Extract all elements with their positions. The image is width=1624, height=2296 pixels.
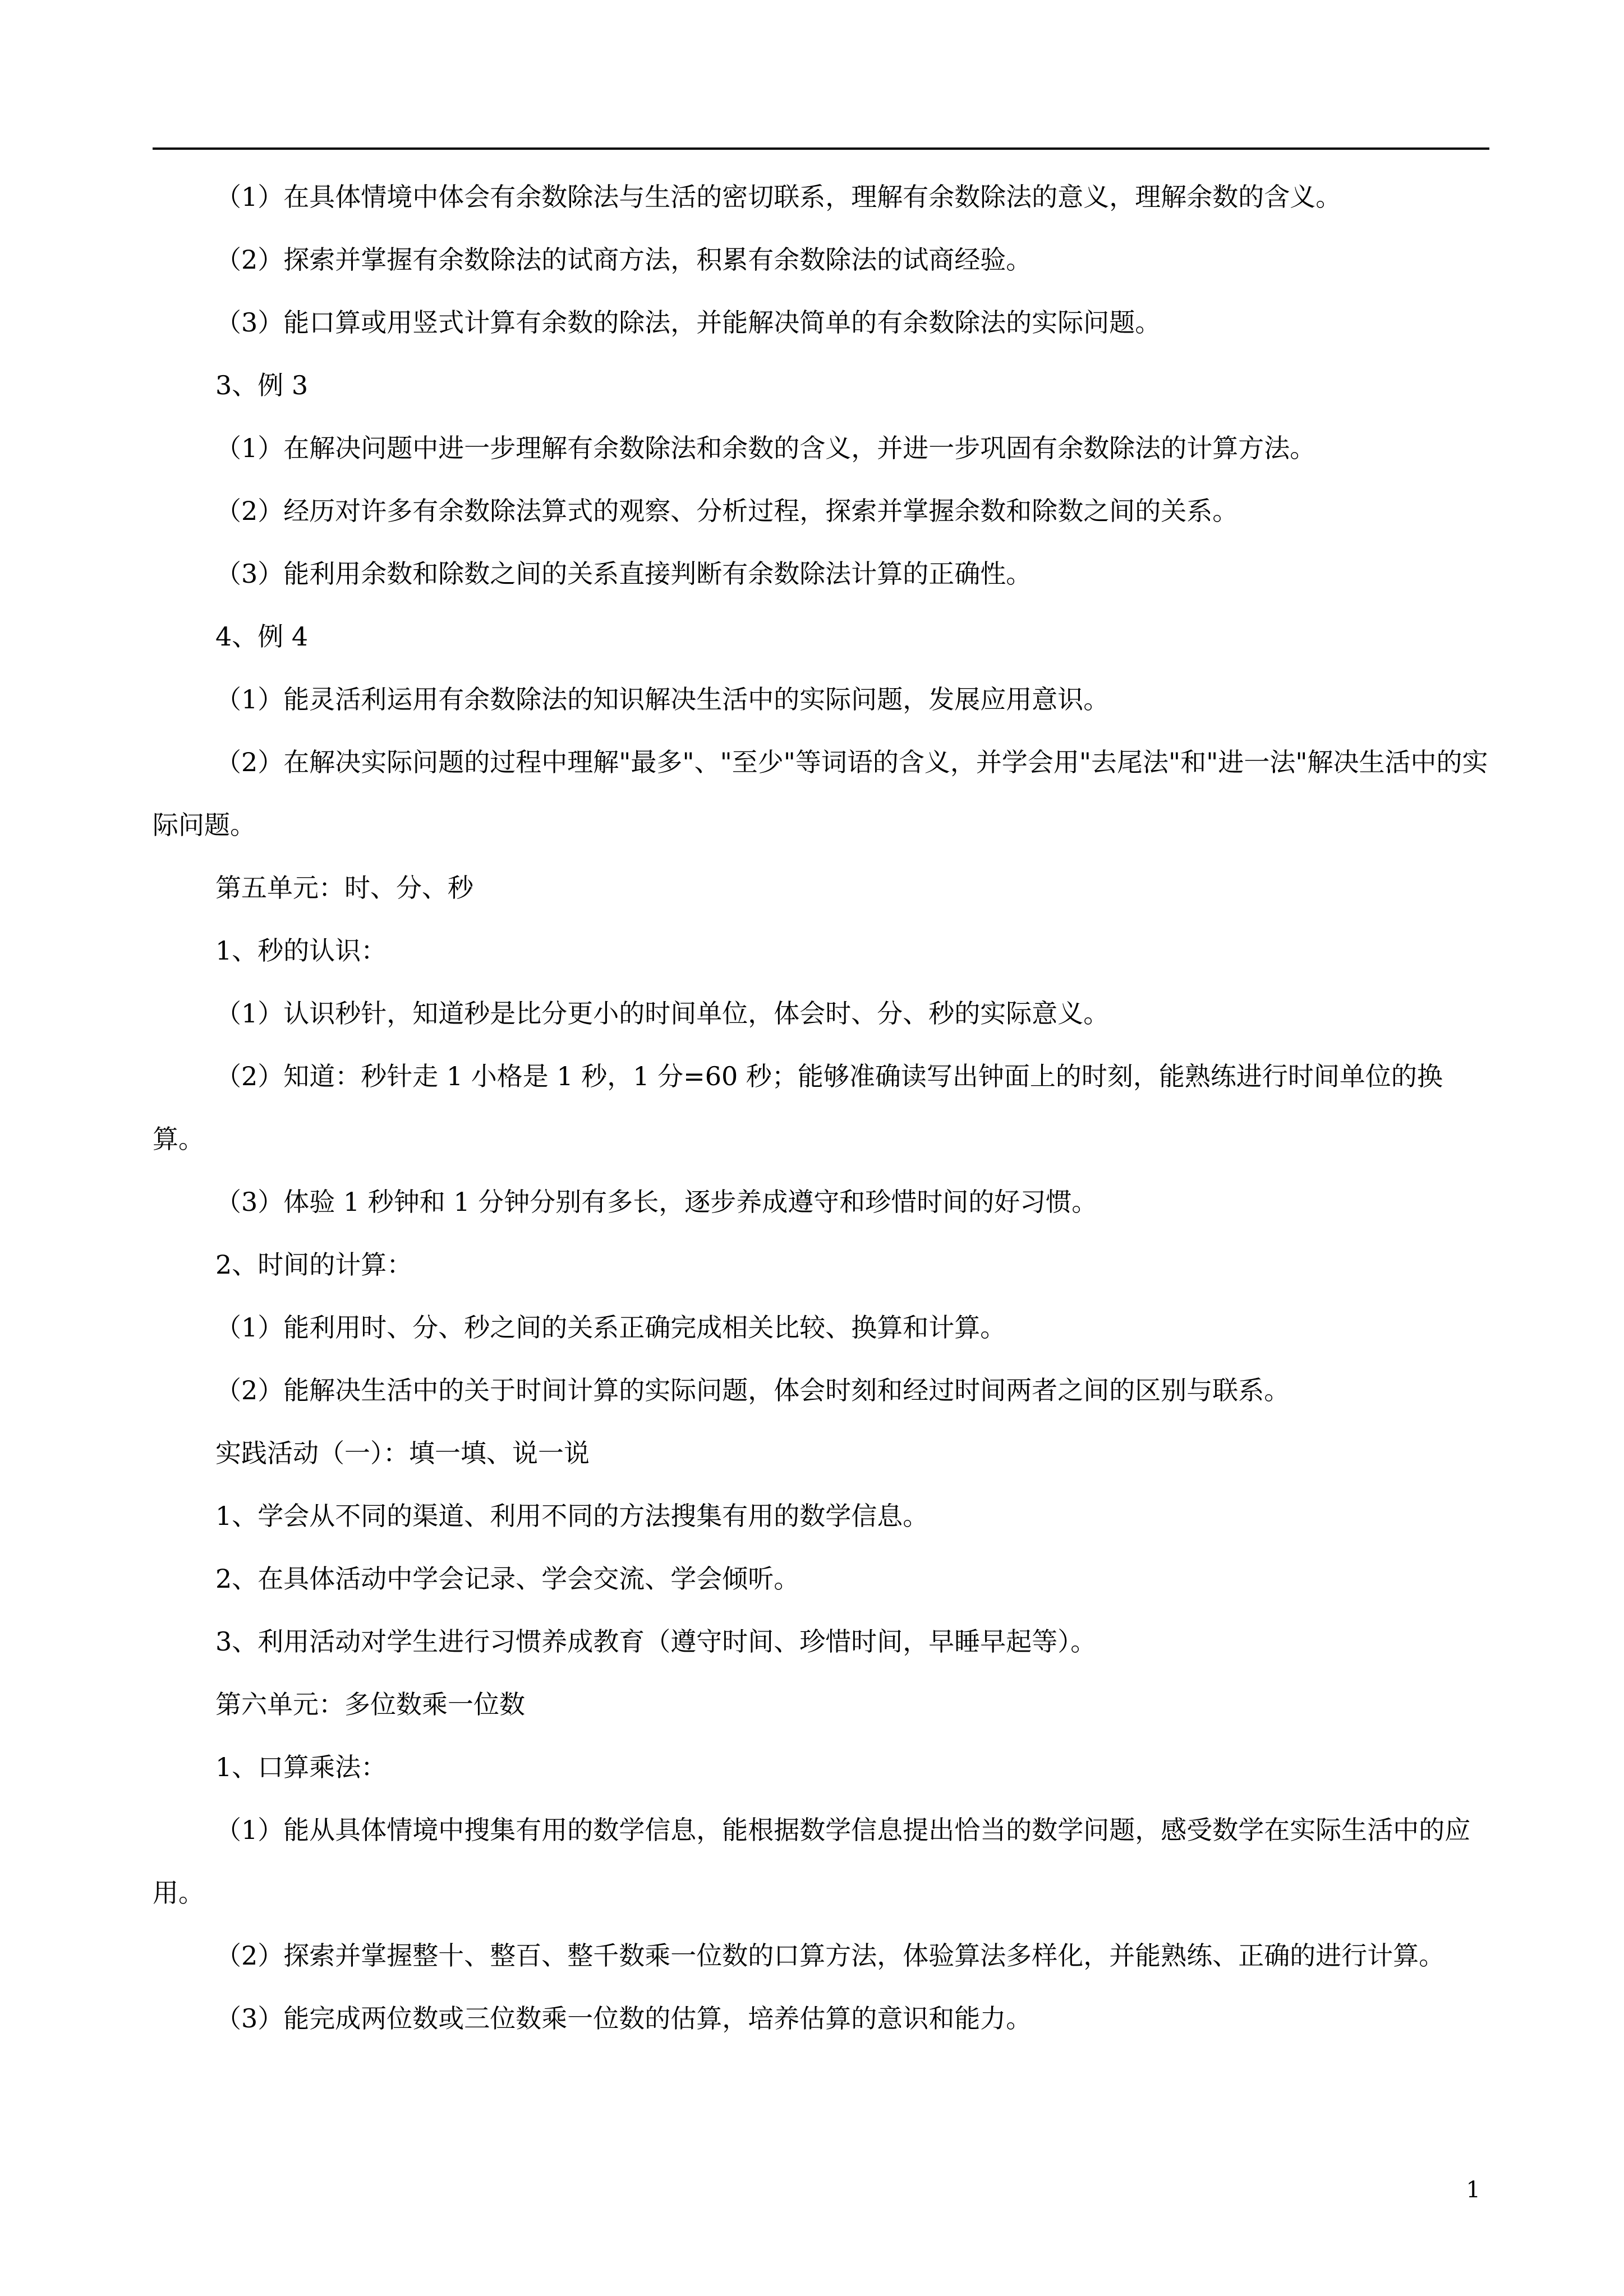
paragraph: （1）在具体情境中体会有余数除法与生活的密切联系，理解有余数除法的意义，理解余数的含义。 [215,182,1342,212]
paragraph: 第六单元：多位数乘一位数 [215,1689,525,1719]
paragraph: （1）认识秒针，知道秒是比分更小的时间单位，体会时、分、秒的实际意义。 [215,998,1110,1029]
page-number: 1 [1466,2177,1480,2203]
paragraph: 实践活动（一）：填一填、说一说 [215,1438,590,1468]
paragraph: （1）在解决问题中进一步理解有余数除法和余数的含义，并进一步巩固有余数除法的计算方法。 [215,433,1316,463]
paragraph: （1）能从具体情境中搜集有用的数学信息，能根据数学信息提出恰当的数学问题，感受数学在实际生活中的应用。 [153,1815,1471,1908]
paragraph: （2）在解决实际问题的过程中理解"最多"、"至少"等词语的含义，并学会用"去尾法"和"进一法"解决生活中的实际问题。 [153,747,1488,840]
paragraph: 1、秒的认识： [215,935,387,966]
paragraph: （2）探索并掌握有余数除法的试商方法，积累有余数除法的试商经验。 [215,245,1032,275]
paragraph: 2、时间的计算： [215,1250,413,1280]
paragraph: 3、利用活动对学生进行习惯养成教育（遵守时间、珍惜时间，早睡早起等）。 [215,1626,1097,1657]
paragraph: 3、例 3 [215,370,309,400]
paragraph: （2）能解决生活中的关于时间计算的实际问题，体会时刻和经过时间两者之间的区别与联系。 [215,1375,1290,1405]
paragraph: （1）能利用时、分、秒之间的关系正确完成相关比较、换算和计算。 [215,1312,1006,1343]
paragraph: （2）知道：秒针走 1 小格是 1 秒，1 分=60 秒；能够准确读写出钟面上的时刻，能熟练进行时间单位的换算。 [153,1061,1443,1154]
paragraph: 4、例 4 [215,621,309,652]
document-body [153,165,1489,2050]
paragraph: 1、口算乘法： [215,1752,387,1782]
paragraph: 1、学会从不同的渠道、利用不同的方法搜集有用的数学信息。 [215,1501,929,1531]
paragraph: 第五单元：时、分、秒 [215,873,473,903]
header-rule [153,147,1489,150]
paragraph: （3）能口算或用竖式计算有余数的除法，并能解决简单的有余数除法的实际问题。 [215,307,1161,338]
paragraph: （1）能灵活利运用有余数除法的知识解决生活中的实际问题，发展应用意识。 [215,684,1110,714]
paragraph: （3）能完成两位数或三位数乘一位数的估算，培养估算的意识和能力。 [215,2003,1032,2034]
paragraph: （2）经历对许多有余数除法算式的观察、分析过程，探索并掌握余数和除数之间的关系。 [215,496,1239,526]
paragraph: 2、在具体活动中学会记录、学会交流、学会倾听。 [215,1564,800,1594]
paragraph: （3）能利用余数和除数之间的关系直接判断有余数除法计算的正确性。 [215,559,1032,589]
paragraph: （2）探索并掌握整十、整百、整千数乘一位数的口算方法，体验算法多样化，并能熟练、正确的进行计算。 [215,1940,1445,1971]
paragraph: （3）体验 1 秒钟和 1 分钟分别有多长，逐步养成遵守和珍惜时间的好习惯。 [215,1187,1098,1217]
